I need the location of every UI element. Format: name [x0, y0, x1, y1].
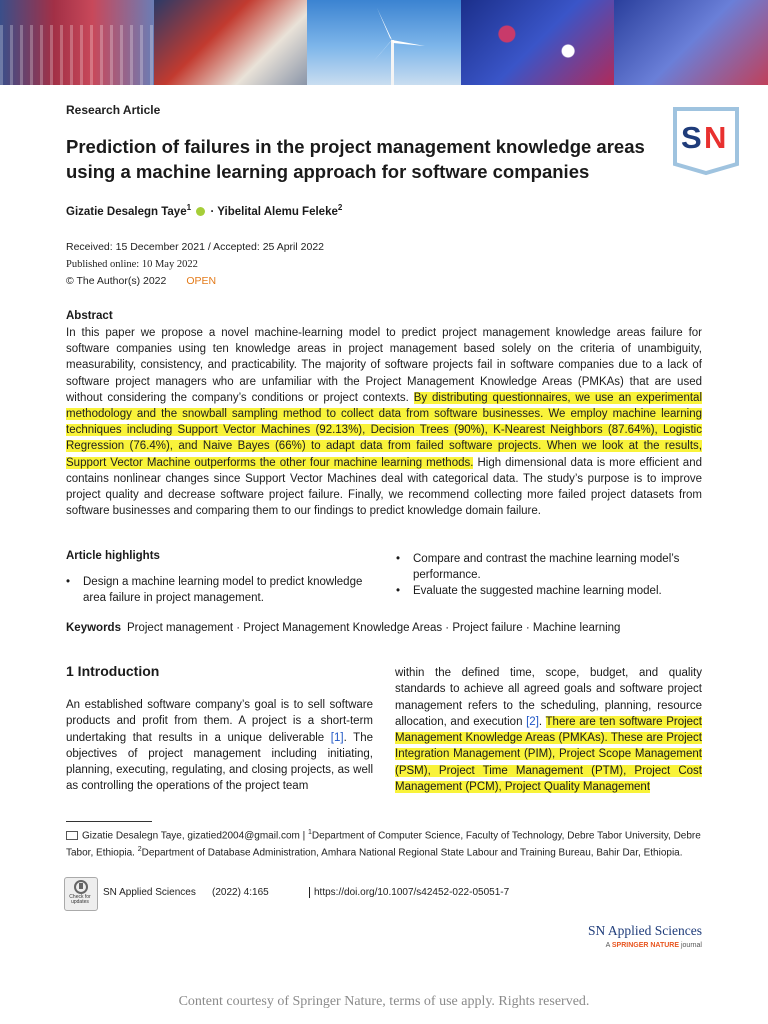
courtesy-notice: Content courtesy of Springer Nature, terms of use apply. Rights reserved. [178, 994, 590, 1009]
intro-column-left [66, 697, 373, 795]
affiliation-sup: 1 [308, 829, 312, 836]
highlights-heading: Article highlights [66, 550, 160, 562]
publisher-suffix: journal [679, 942, 702, 949]
paragraph-text: . [538, 715, 546, 728]
svg-text:N: N [704, 120, 727, 155]
abstract-part: In this paper we propose a novel machine-learning model to predict project management knowledge areas failure for software companies using ten knowledge areas in project management based solely on the criteria of unambiguity, measurability, consistency, and practicability. The majority of software projects fail in software companies due to a lack of software project managers who are unfamiliar with the Project Management Knowledge Areas (PMKAs) that are used without considering the company’s conditions or project contexts. [66, 327, 702, 404]
intro-column-right [395, 665, 702, 795]
list-item: • Evaluate the suggested machine learning model. [396, 583, 706, 599]
orcid-icon[interactable] [196, 207, 205, 216]
paragraph-text: within the defined time, scope, budget, and quality standards to achieve all agreed goals and software project management refers to the scheduling, planning, resource allocation, and execution [395, 667, 702, 728]
abstract-part: High dimensional data is more efficient and contains nonlinear changes since Support Vector Machines deal with categorical data. The study’s purpose is to improve project quality and decrease software project failure. Finally, we recommend collecting more failed project datasets from software businesses and comparing them to our findings to predict knowledge domain failure. [66, 456, 702, 518]
abstract-heading: Abstract [66, 310, 113, 322]
footnote-text: Department of Database Administration, Amhara National Regional State Labour and Training Bureau, Bahir Dar, Ethiopia. [141, 847, 683, 859]
published-online: Published online: 10 May 2022 [66, 259, 198, 270]
publisher-line [540, 942, 702, 949]
open-access-badge: OPEN [186, 275, 217, 287]
check-for-updates-label: Check for updates [69, 894, 91, 905]
banner-image-3 [307, 0, 461, 85]
banner-image-2 [154, 0, 308, 85]
copyright: © The Author(s) 2022 [66, 275, 167, 287]
footnote [66, 826, 702, 860]
list-item: • Design a machine learning model to predict knowledge area failure in project management. [66, 574, 376, 606]
highlights-right [396, 551, 706, 599]
author-name[interactable]: Yibelital Alemu Feleke [217, 205, 338, 218]
volume-info: (2022) 4:165 [212, 887, 269, 898]
doi-link[interactable]: https://doi.org/10.1007/s42452-022-05051-7 [309, 887, 509, 898]
journal-name: SN Applied Sciences [103, 887, 196, 898]
envelope-icon [66, 831, 78, 840]
banner-image-1 [0, 0, 154, 85]
sn-logo [672, 106, 740, 176]
publisher-prefix: A [605, 942, 612, 949]
footnote-text: Department of Computer Science, Faculty of Technology, Debre Tabor University, Debre Tabor, Ethiopia. [66, 830, 701, 859]
paragraph-text: . The objectives of project management including initiating, planning, executing, regulating, and closing projects, as well as controlling the operations of the project team [66, 731, 373, 793]
author-name[interactable]: Gizatie Desalegn Taye [66, 205, 187, 218]
abstract-text [66, 325, 702, 519]
page-title: Prediction of failures in the project management knowledge areas using a machine learning approach for software companies [66, 136, 645, 182]
banner-image-5 [614, 0, 768, 85]
keywords [66, 622, 620, 634]
publisher-name: SPRINGER NATURE [611, 942, 680, 949]
highlights-left [66, 574, 376, 606]
affiliation-sup: 2 [337, 203, 343, 212]
citation-link[interactable]: [1] [330, 731, 344, 744]
journal-brand: SN Applied Sciences [588, 923, 702, 938]
footnote-text: Gizatie Desalegn Taye, gizatied2004@gmail.com | [82, 830, 309, 842]
footnote-divider [66, 821, 152, 822]
author-separator: · [210, 205, 218, 218]
article-type: Research Article [66, 103, 161, 117]
paragraph-text: An established software company’s goal is to sell software products and profit from them. A project is a short-term undertaking that results in a unique deliverable [66, 699, 373, 744]
highlighted-text: There are ten software Project Management Knowledge Areas (PMKAs). These are Project Integration Management (PIM), Project Scope Management (PSM), Project Time Management (PTM), Project Cost Management (PCM), Project Quality Management [395, 715, 702, 794]
affiliation-sup: 2 [137, 845, 142, 853]
affiliation-sup: 1 [186, 203, 192, 212]
section-heading: 1 Introduction [66, 663, 160, 679]
keywords-label: Keywords [66, 622, 121, 634]
header-banner [0, 0, 768, 85]
keywords-text: Project management · Project Management Knowledge Areas · Project failure · Machine learning [126, 622, 621, 634]
banner-image-4 [461, 0, 615, 85]
received-accepted: Received: 15 December 2021 / Accepted: 25 April 2022 [66, 241, 324, 253]
wind-turbine-icon [307, 0, 460, 85]
highlighted-text: By distributing questionnaires, we use an experimental methodology and the snowball sampling method to collect data from software businesses. We employ machine learning techniques including Support Vector Machines (92.13%), Decision Trees (90%), K-Nearest Neighbors (87.64%), Logistic Regression (76.4%), and Naive Bayes (66%) to adapt data from failed software projects. When we look at the results, Support Vector Machine outperforms the other four machine learning methods. [66, 391, 702, 469]
svg-text:S: S [681, 120, 702, 155]
list-item: • Compare and contrast the machine learning model’s performance. [396, 551, 706, 583]
authors [66, 203, 342, 218]
publication-dates [66, 239, 324, 290]
citation-link[interactable]: [2] [526, 715, 539, 728]
